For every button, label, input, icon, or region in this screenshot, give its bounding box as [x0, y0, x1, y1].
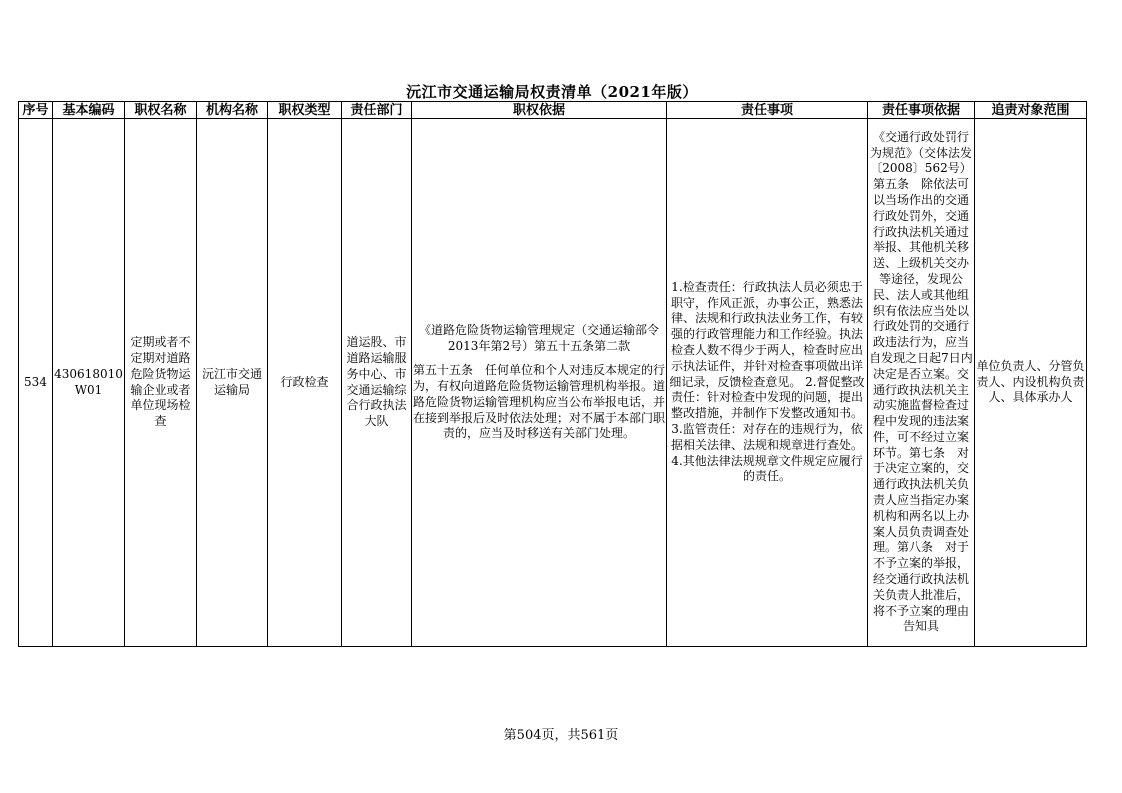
cell-basis	[412, 119, 667, 647]
header-duty-items: 责任事项	[667, 102, 868, 119]
cell-seq: 534	[19, 119, 53, 647]
header-seq: 序号	[19, 102, 53, 119]
cell-duty-basis: 《交通行政处罚行为规范》（交体法发〔2008〕562号）第五条 除依法可以当场作出的交通行政处罚外，交通行政执法机关通过举报、其他机关移送、上级机关交办等途径，发现公民、法人或其他组织有依法应当处以行政处罚的交通行政违法行为，应当自发现之日起7日内决定是否立案。交通行政执法机关主动实施监督检查过程中发现的违法案件，可不经过立案环节。第七条 对于决定立案的，交通行政执法机关负责人应当指定办案机构和两名以上办案人员负责调查处理。第八条 对于不予立案的举报，经交通行政执法机关负责人批准后，将不予立案的理由告知具	[868, 119, 975, 647]
header-basis: 职权依据	[412, 102, 667, 119]
cell-power-name: 定期或者不定期对道路危险货物运输企业或者单位现场检查	[125, 119, 197, 647]
basis-article-text: 第五十五条 任何单位和个人对违反本规定的行为，有权向道路危险货物运输管理机构举报。道路危险货物运输管理机构应当公布举报电话，并在接到举报后及时依法处理；对不属于本部门职责的，应当及时移送有关部门处理。	[412, 363, 665, 441]
header-agency: 机构名称	[197, 102, 268, 119]
table-row	[19, 119, 1087, 647]
cell-accountability-scope: 单位负责人、分管负责人、内设机构负责人、具体承办人	[975, 119, 1087, 647]
table-header-row	[19, 102, 1087, 119]
powers-table	[18, 101, 1087, 647]
cell-agency: 沅江市交通运输局	[197, 119, 268, 647]
header-accountability-scope: 追责对象范围	[975, 102, 1087, 119]
page-number: 第504页，共561页	[503, 728, 619, 743]
cell-duty-items: 1.检查责任：行政执法人员必须忠于职守，作风正派，办事公正，熟悉法律、法规和行政执法业务工作，有较强的行政管理能力和工作经验。执法检查人数不得少于两人，检查时应出示执法证件，并针对检查事项做出详细记录，反馈检查意见。 2.督促整改责任：针对检查中发现的问题，提出整改措施，并制作下发整改通知书。 3.监管责任：对存在的违规行为，依据相关法律、法规和规章进行查处。 4.其他法律法规规章文件规定应履行的责任。	[667, 119, 868, 647]
header-department: 责任部门	[342, 102, 412, 119]
document-title: 沅江市交通运输局权责清单（2021年版）	[406, 83, 698, 101]
header-power-name: 职权名称	[125, 102, 197, 119]
cell-code: 430618010W01	[53, 119, 125, 647]
cell-department: 道运股、市道路运输服务中心、市交通运输综合行政执法大队	[342, 119, 412, 647]
basis-citation: 《道路危险货物运输管理规定（交通运输部令2013年第2号）第五十五条第二款	[418, 322, 659, 353]
header-code: 基本编码	[53, 102, 125, 119]
header-duty-basis: 责任事项依据	[868, 102, 975, 119]
cell-power-type: 行政检查	[268, 119, 342, 647]
header-power-type: 职权类型	[268, 102, 342, 119]
